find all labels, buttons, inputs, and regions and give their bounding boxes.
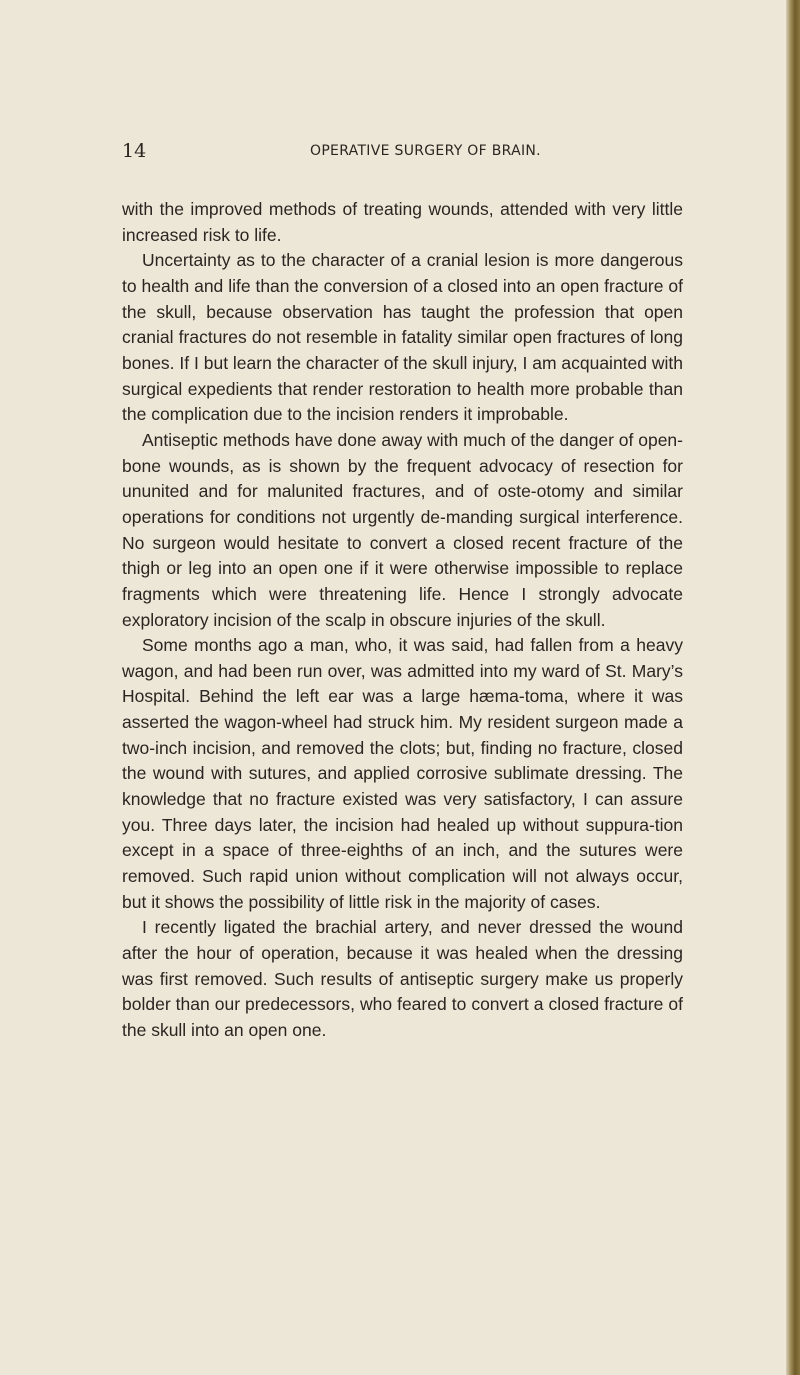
page-number: 14 [122,140,147,162]
body-text [122,197,683,1044]
paragraph: Antiseptic methods have done away with much of the danger of open-bone wounds, as is shown by the frequent advocacy of resection for ununited and for malunited fractures, and of oste-otomy and similar operations for conditions not urgently de-manding surgical interference. No surgeon would hesitate to convert a closed recent fracture of the thigh or leg into an open one if it were otherwise impossible to replace fragments which were threatening life. Hence I strongly advocate exploratory incision of the scalp in obscure injuries of the skull. [122,429,683,630]
running-head [122,140,682,168]
running-title: OPERATIVE SURGERY OF BRAIN. [310,143,541,159]
paragraph: Some months ago a man, who, it was said, had fallen from a heavy wagon, and had been run over, was admitted into my ward of St. Mary’s Hospital. Behind the left ear was a large hæma-toma, where it was asserted the wagon-wheel had struck him. My resident surgeon made a two-inch incision, and removed the clots; but, finding no fracture, closed the wound with sutures, and applied corrosive sublimate dressing. The knowledge that no fracture existed was very satisfactory, I can assure you. Three days later, the incision had healed up without suppura-tion except in a space of three-eighths of an inch, and the sutures were removed. Such rapid union without complication will not always occur, but it shows the possibility of little risk in the majority of cases. [122,635,683,912]
paragraph: Uncertainty as to the character of a cranial lesion is more dangerous to health and life than the conversion of a closed into an open fracture of the skull, because observation has taught the profession that open cranial fractures do not resemble in fatality similar open fractures of long bones. If I but learn the character of the skull injury, I am acquainted with surgical expedients that render restoration to health more probable than the complication due to the incision renders it improbable. [122,250,683,425]
page-edge-binding [786,0,800,1375]
paragraph: with the improved methods of treating wounds, attended with very little increased risk to life. [122,199,683,245]
paragraph: I recently ligated the brachial artery, and never dressed the wound after the hour of operation, because it was healed when the dressing was first removed. Such results of antiseptic surgery make us properly bolder than our predecessors, who feared to convert a closed fracture of the skull into an open one. [122,917,683,1040]
